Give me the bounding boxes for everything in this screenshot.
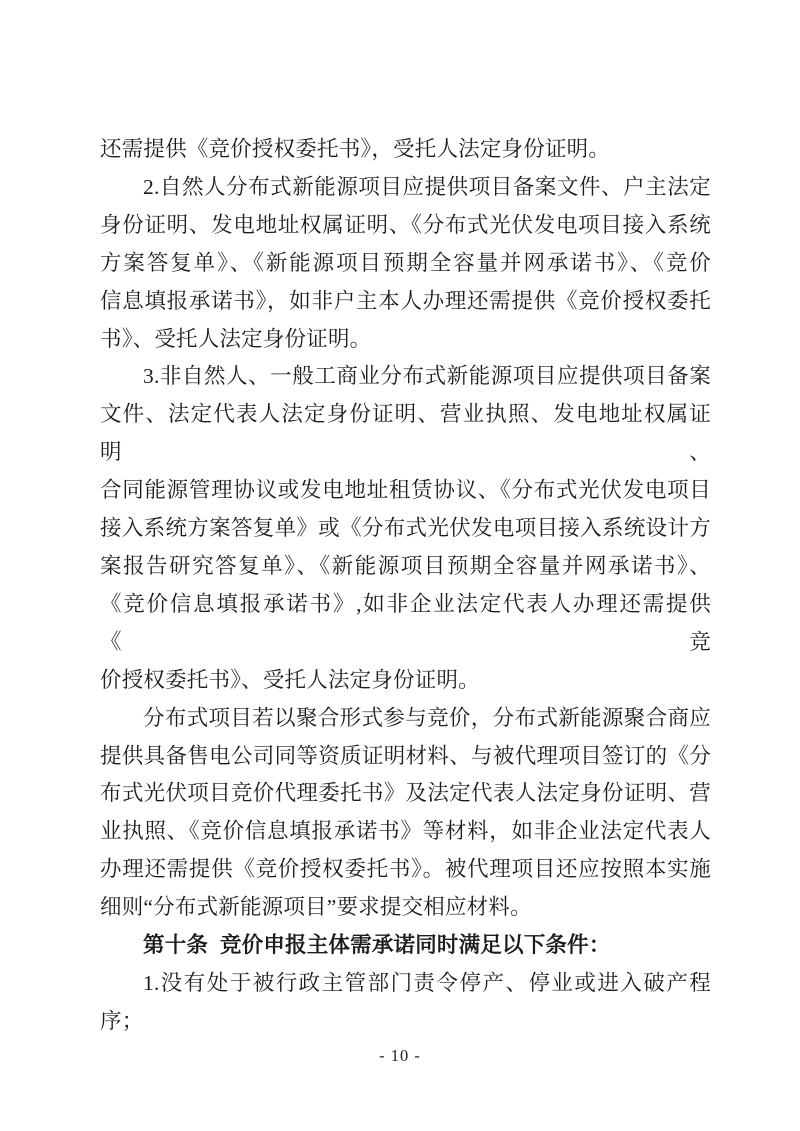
paragraph-continuation — [100, 131, 711, 169]
text-line: 布式光伏项目竞价代理委托书》及法定代表人法定身份证明、营 — [100, 781, 711, 806]
text-line: 分布式项目若以聚合形式参与竞价，分布式新能源聚合商应 — [143, 705, 711, 730]
paragraph-item-2 — [100, 169, 711, 359]
article-heading-text: 竞价申报主体需承诺同时满足以下条件： — [219, 933, 611, 958]
text-line: 还需提供《竞价授权委托书》，受托人法定身份证明。 — [100, 137, 611, 161]
paragraph-article-10 — [100, 927, 711, 965]
text-line: 案报告研究答复单》、《新能源项目预期全容量并网承诺书》、 — [100, 553, 711, 578]
page-footer — [0, 1046, 800, 1066]
text-line: 3.非自然人、一般工商业分布式新能源项目应提供项目备案 — [143, 364, 711, 389]
paragraph-condition-1 — [100, 965, 711, 1041]
article-number: 第十条 — [143, 933, 209, 958]
text-line: 身份证明、发电地址权属证明、《分布式光伏发电项目接入系统 — [100, 212, 711, 237]
text-line: 信息填报承诺书》，如非户主本人办理还需提供《竞价授权委托 — [100, 288, 711, 313]
text-line: 合同能源管理协议或发电地址租赁协议、《分布式光伏发电项目 — [100, 478, 711, 503]
text-line: 办理还需提供《竞价授权委托书》。被代理项目还应按照本实施 — [100, 857, 711, 882]
text-line: 文件、法定代表人法定身份证明、营业执照、发电地址权属证明、 — [100, 402, 711, 465]
text-line: 《竞价信息填报承诺书》,如非企业法定代表人办理还需提供《竞 — [100, 591, 711, 654]
text-line: 接入系统方案答复单》或《分布式光伏发电项目接入系统设计方 — [100, 516, 711, 541]
text-line: 价授权委托书》、受托人法定身份证明。 — [100, 667, 480, 692]
text-line: 细则“分布式新能源项目”要求提交相应材料。 — [100, 895, 532, 920]
text-line: 提供具备售电公司同等资质证明材料、与被代理项目签订的《分 — [100, 743, 711, 768]
text-line: 方案答复单》、《新能源项目预期全容量并网承诺书》、《竞价 — [100, 250, 711, 275]
article-heading — [100, 927, 711, 965]
text-line: 业执照、《竞价信息填报承诺书》等材料，如非企业法定代表人 — [100, 819, 711, 844]
paragraph-item-3 — [100, 358, 711, 699]
text-line: 1.没有处于被行政主管部门责令停产、停业或进入破产程 — [143, 970, 711, 995]
page-number: - 10 - — [379, 1046, 421, 1065]
document-body — [100, 131, 711, 1041]
text-line: 书》、受托人法定身份证明。 — [100, 326, 372, 351]
text-line: 2.自然人分布式新能源项目应提供项目备案文件、户主法定 — [143, 174, 711, 199]
paragraph-aggregator — [100, 700, 711, 927]
text-line: 序； — [100, 1008, 144, 1033]
